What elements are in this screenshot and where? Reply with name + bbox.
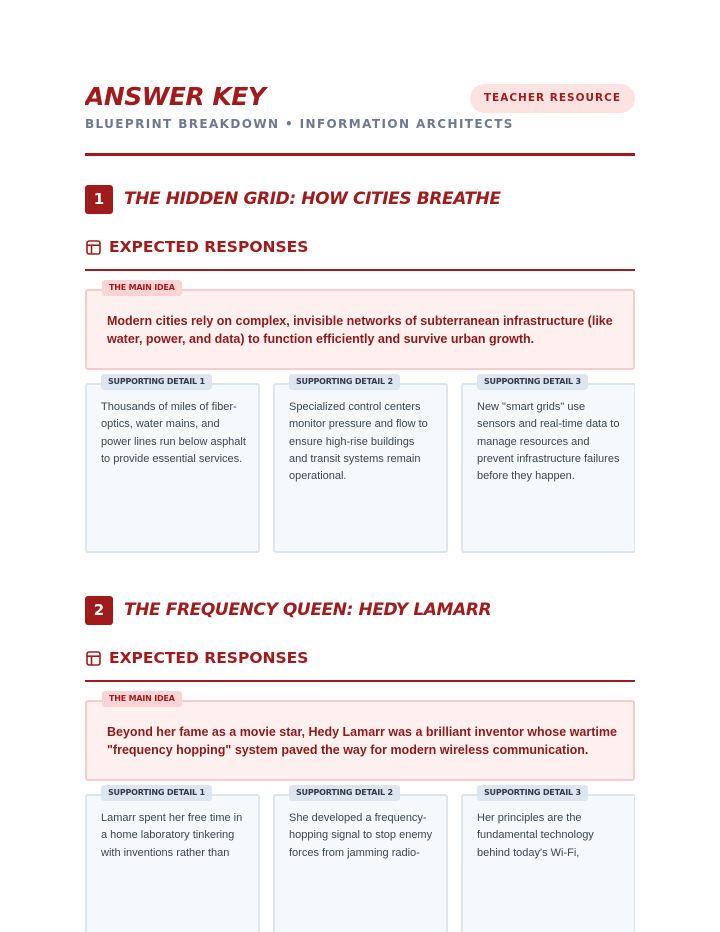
section-heading (85, 596, 635, 625)
supporting-detail-card (273, 788, 448, 932)
supporting-detail-card (273, 377, 448, 553)
page-subtitle: BLUEPRINT BREAKDOWN • INFORMATION ARCHITECTS (85, 117, 514, 131)
section-number: 2 (85, 596, 113, 625)
expected-responses-label: EXPECTED RESPONSES (109, 238, 309, 256)
section-heading (85, 185, 635, 214)
section-number: 1 (85, 185, 113, 214)
document-header (85, 82, 635, 132)
supporting-details (85, 377, 635, 553)
main-idea-text: Modern cities rely on complex, invisible networks of subterranean infrastructure (like water, power, and data) to function efficiently and survive urban growth. (107, 314, 613, 346)
supporting-details (85, 788, 635, 932)
supporting-detail-tag: SUPPORTING DETAIL 2 (289, 785, 400, 801)
supporting-detail-tag: SUPPORTING DETAIL 1 (101, 374, 212, 390)
expected-responses-heading (85, 235, 635, 271)
header-divider (85, 153, 635, 156)
teacher-resource-badge: TEACHER RESOURCE (470, 84, 635, 113)
answer-key-page (85, 0, 635, 932)
supporting-detail-text: New "smart grids" use sensors and real-time data to manage resources and prevent infrastructure failures before they happen. (477, 401, 620, 483)
supporting-detail-text: Lamarr spent her free time in a home laboratory tinkering with inventions rather than (101, 812, 243, 859)
supporting-detail-tag: SUPPORTING DETAIL 3 (477, 785, 588, 801)
main-idea-box (85, 694, 635, 781)
section-title: THE FREQUENCY QUEEN: HEDY LAMARR (124, 600, 492, 620)
page-title: ANSWER KEY (85, 82, 266, 111)
expected-responses-label: EXPECTED RESPONSES (109, 649, 309, 667)
supporting-detail-tag: SUPPORTING DETAIL 2 (289, 374, 400, 390)
section-title: THE HIDDEN GRID: HOW CITIES BREATHE (124, 189, 501, 209)
supporting-detail-card (461, 377, 635, 553)
supporting-detail-tag: SUPPORTING DETAIL 3 (477, 374, 588, 390)
supporting-detail-card (85, 788, 260, 932)
main-idea-tag: THE MAIN IDEA (102, 280, 182, 296)
main-idea-text: Beyond her fame as a movie star, Hedy Lamarr was a brilliant inventor whose wartime "frequency hopping" system paved the way for modern wireless communication. (107, 725, 617, 757)
expected-responses-heading (85, 646, 635, 682)
layout-icon (86, 240, 101, 255)
supporting-detail-card (461, 788, 635, 932)
supporting-detail-text: Her principles are the fundamental technology behind today's Wi-Fi, (477, 812, 594, 859)
supporting-detail-text: She developed a frequency-hopping signal to stop enemy forces from jamming radio- (289, 812, 433, 859)
supporting-detail-card (85, 377, 260, 553)
supporting-detail-text: Thousands of miles of fiber-optics, water mains, and power lines run below asphalt to provide essential services. (101, 401, 246, 465)
main-idea-box (85, 283, 635, 370)
supporting-detail-tag: SUPPORTING DETAIL 1 (101, 785, 212, 801)
layout-icon (86, 651, 101, 666)
main-idea-tag: THE MAIN IDEA (102, 691, 182, 707)
supporting-detail-text: Specialized control centers monitor pressure and flow to ensure high-rise buildings and transit systems remain operational. (289, 401, 428, 483)
